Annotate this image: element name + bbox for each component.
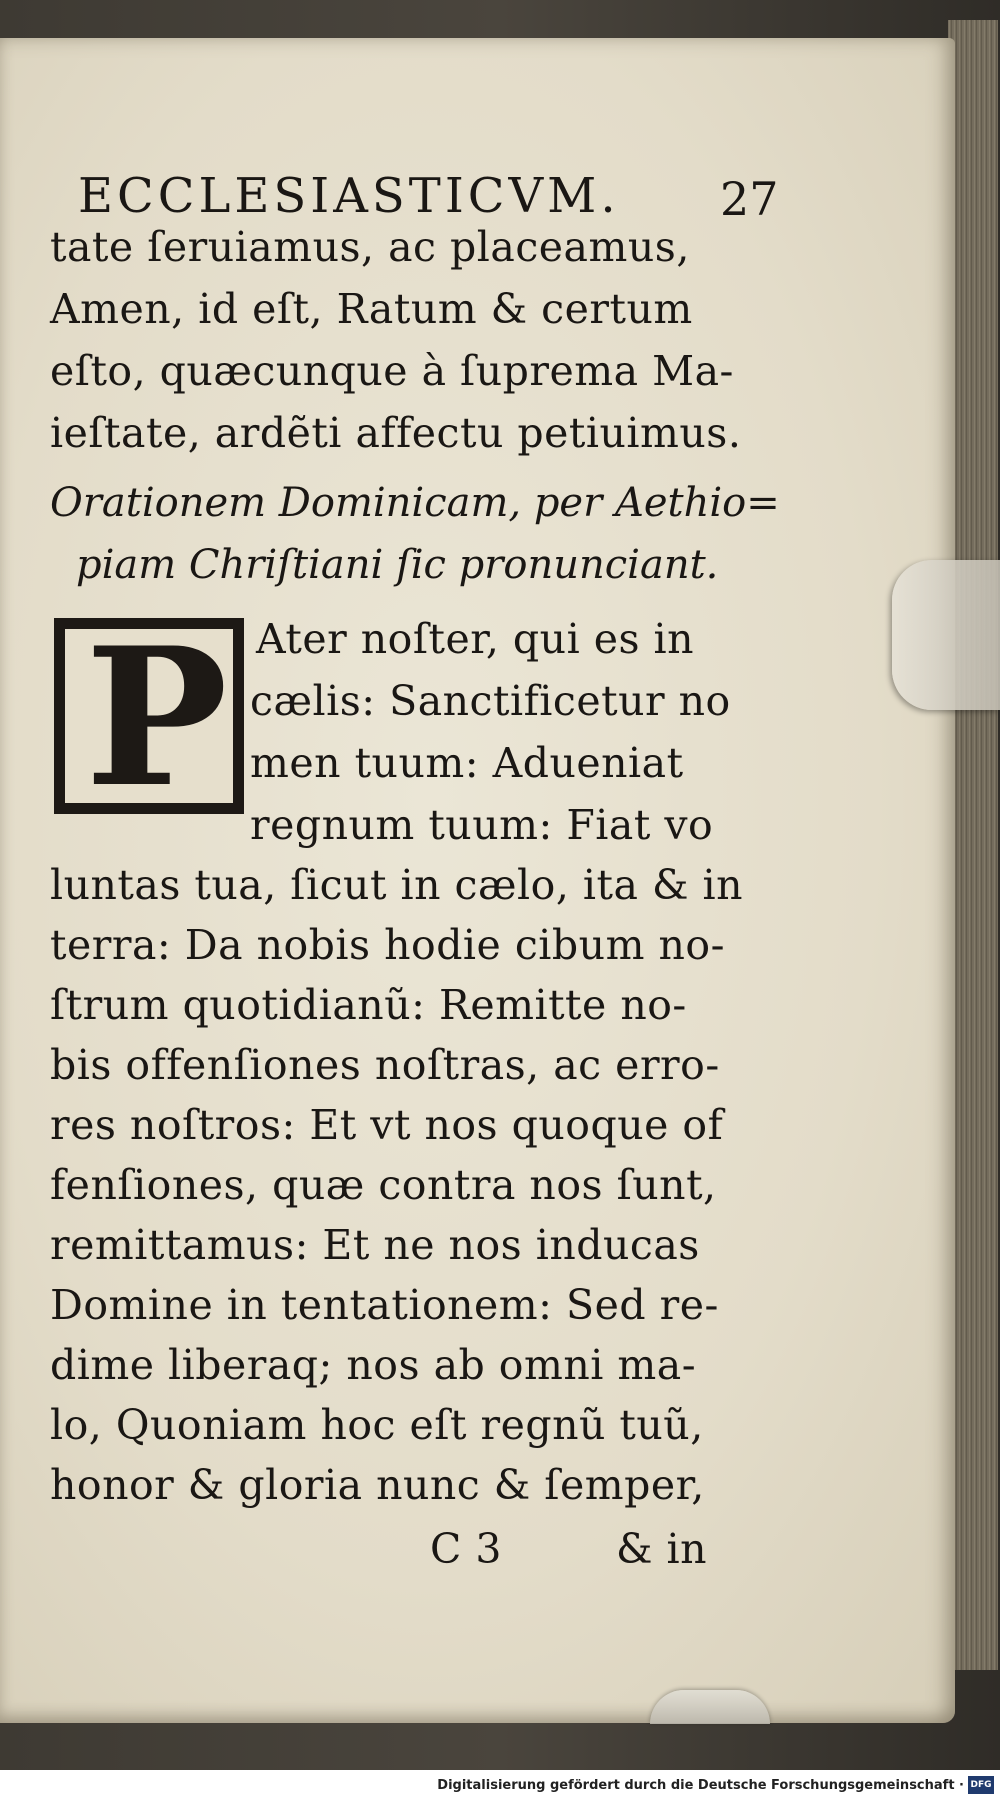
text-line: bis offenſiones noſtras, ac erro- (50, 1041, 720, 1089)
text-line: Ater noſter, qui es in (256, 615, 695, 663)
text-line: lo, Quoniam hoc eſt regnũ tuũ, (50, 1401, 704, 1449)
text-line: men tuum: Adueniat (250, 739, 684, 787)
page-clip (892, 560, 1000, 710)
text-line: regnum tuum: Fiat vo (250, 801, 714, 849)
signature-mark: C 3 (430, 1525, 502, 1573)
text-line: tate ſeruiamus, ac placeamus, (50, 223, 690, 271)
decorated-initial (54, 618, 244, 814)
text-line: ſtrum quotidianũ: Remitte no- (50, 981, 687, 1029)
section-heading: piam Chriſtiani ſic pronunciant. (76, 542, 719, 588)
section-heading: Orationem Dominicam, per Aethio= (50, 480, 780, 526)
page-number: 27 (720, 172, 779, 226)
text-line: luntas tua, ſicut in cælo, ita & in (50, 861, 743, 909)
text-line: terra: Da nobis hodie cibum no- (50, 921, 725, 969)
text-line: Domine in tentationem: Sed re- (50, 1281, 719, 1329)
text-line: dime liberaq; nos ab omni ma- (50, 1341, 697, 1389)
catchword: & in (616, 1525, 708, 1573)
text-line: Amen, id eſt, Ratum & certum (50, 285, 693, 333)
text-line: remittamus: Et ne nos inducas (50, 1221, 700, 1269)
page-edges (948, 20, 998, 1670)
text-line: cælis: Sanctificetur no (250, 677, 731, 725)
footer-credit: Digitalisierung gefördert durch die Deutsche Forschungsgemeinschaft · (437, 1778, 964, 1793)
text-line: honor & gloria nunc & ſemper, (50, 1461, 705, 1509)
footer-bar (0, 1770, 1000, 1801)
text-line: eſto, quæcunque à ſuprema Ma- (50, 347, 734, 395)
initial-letter: P (85, 629, 228, 803)
page-clip-bottom (650, 1690, 770, 1724)
initial-frame (65, 629, 233, 803)
text-line: ieſtate, ardẽti affectu petiuimus. (50, 409, 742, 457)
text-line: fenſiones, quæ contra nos ſunt, (50, 1161, 717, 1209)
running-head: ECCLESIASTICVM. (78, 168, 620, 224)
dfg-logo: DFG (968, 1776, 994, 1794)
text-line: res noſtros: Et vt nos quoque of (50, 1101, 724, 1149)
